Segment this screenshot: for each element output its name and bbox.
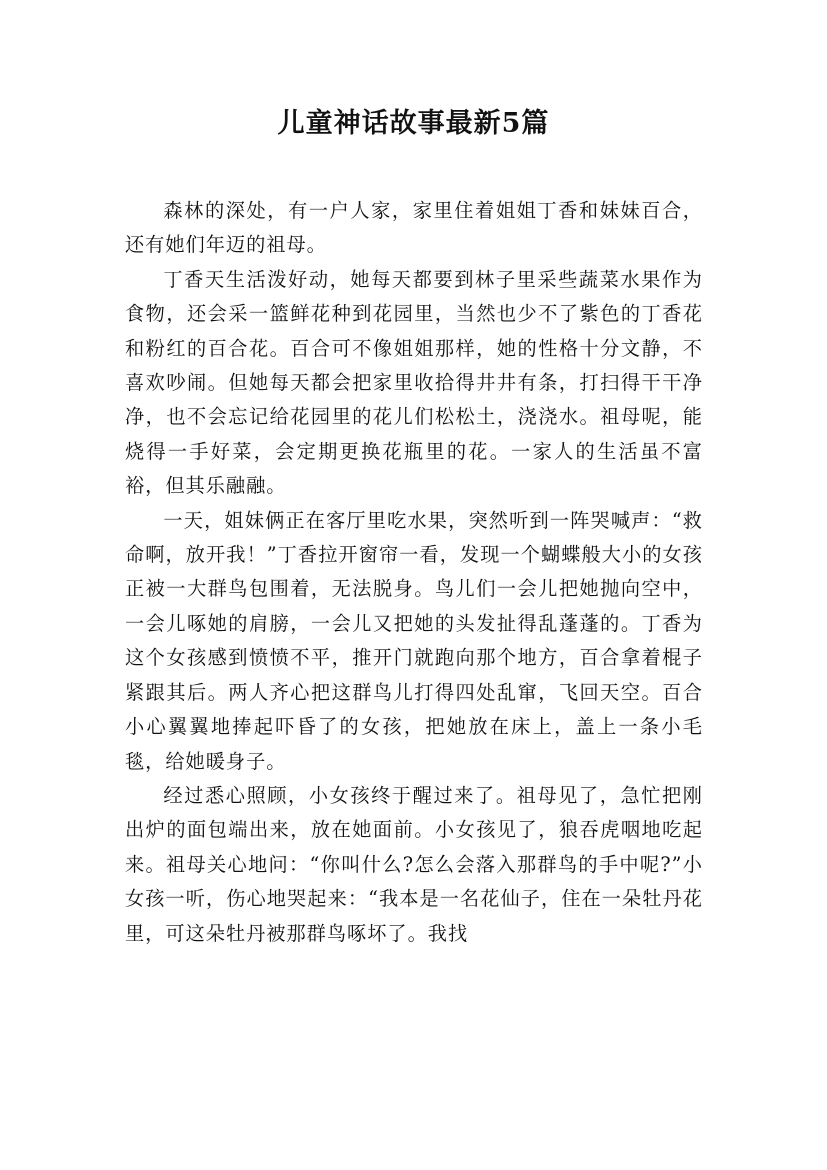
paragraph: 经过悉心照顾，小女孩终于醒过来了。祖母见了，急忙把刚出炉的面包端出来，放在她面前。小女孩见了，狼吞虎咽地吃起来。祖母关心地问：“你叫什么?怎么会落入那群鸟的手中呢?”小女孩一听，伤心地哭起来：“我本是一名花仙子，住在一朵牡丹花里，可这朵牡丹被那群鸟啄坏了。我找 — [125, 783, 703, 945]
paragraph: 丁香天生活泼好动，她每天都要到林子里采些蔬菜水果作为食物，还会采一篮鲜花种到花园里，当然也少不了紫色的丁香花和粉红的百合花。百合可不像姐姐那样，她的性格十分文静，不喜欢吵闹。但她每天都会把家里收拾得井井有条，打扫得干干净净，也不会忘记给花园里的花儿们松松土，浇浇水。祖母呢，能烧得一手好菜，会定期更换花瓶里的花。一家人的生活虽不富裕，但其乐融融。 — [125, 267, 703, 498]
paragraph: 一天，姐妹俩正在客厅里吃水果，突然听到一阵哭喊声：“救命啊，放开我！”丁香拉开窗帘一看，发现一个蝴蝶般大小的女孩正被一大群鸟包围着，无法脱身。鸟儿们一会儿把她抛向空中，一会儿啄她的肩膀，一会儿又把她的头发扯得乱蓬蓬的。丁香为这个女孩感到愤愤不平，推开门就跑向那个地方，百合拿着棍子紧跟其后。两人齐心把这群鸟儿打得四处乱窜，飞回天空。百合小心翼翼地捧起吓昏了的女孩，把她放在床上，盖上一条小毛毯，给她暖身子。 — [125, 508, 703, 773]
document-title: 儿童神话故事最新5篇 — [277, 108, 550, 139]
document-body — [125, 194, 703, 951]
paragraph: 森林的深处，有一户人家，家里住着姐姐丁香和妹妹百合，还有她们年迈的祖母。 — [125, 199, 703, 257]
